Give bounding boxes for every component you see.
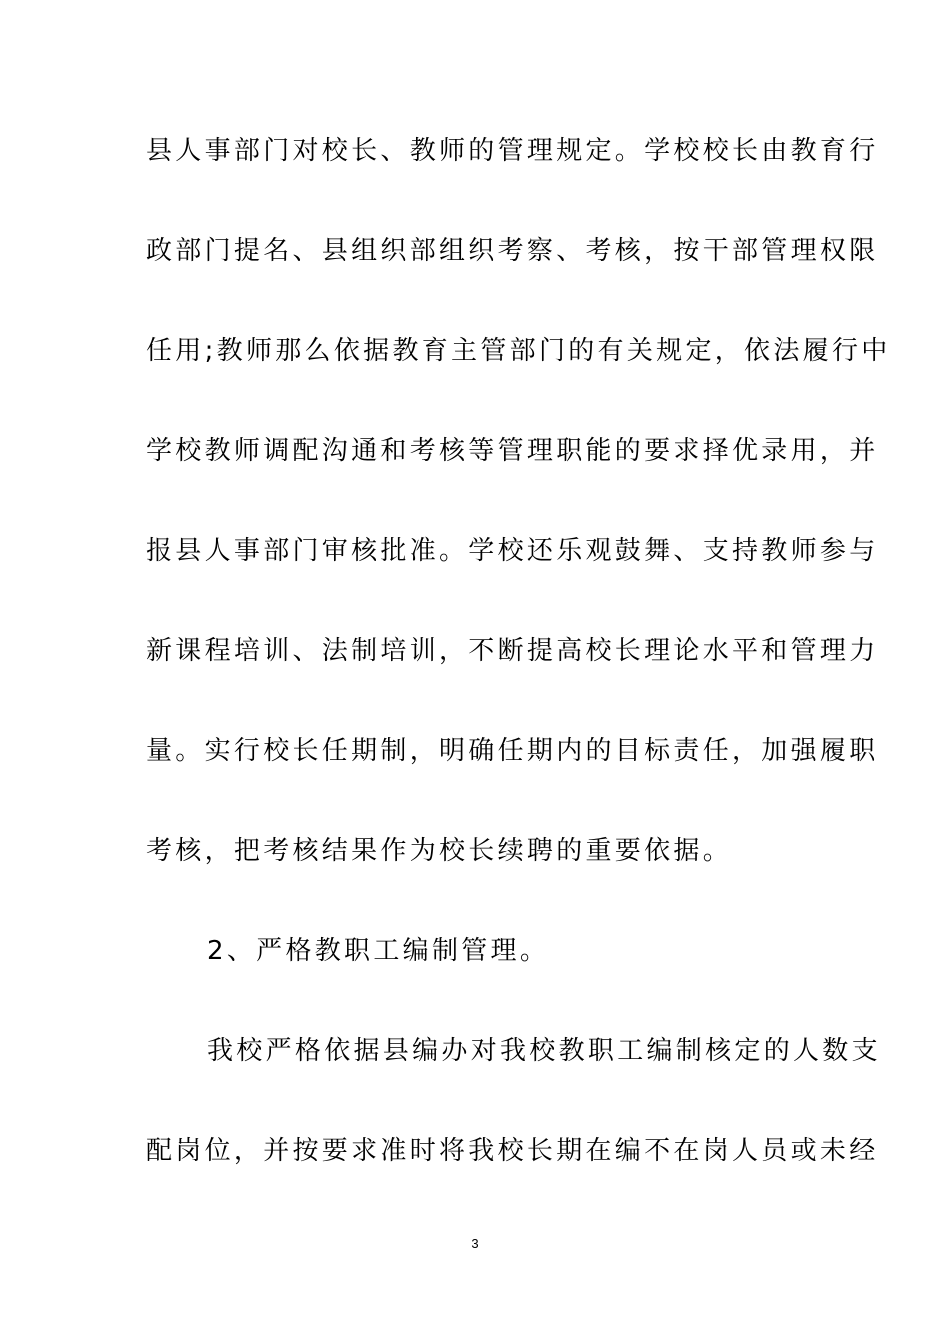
- paragraph-line: 量。实行校长任期制，明确任期内的目标责任，加强履职: [146, 736, 879, 766]
- paragraph-line: 县人事部门对校长、教师的管理规定。学校校长由教育行: [146, 136, 879, 166]
- paragraph-line: 我校严格依据县编办对我校教职工编制核定的人数支: [207, 1036, 881, 1066]
- paragraph-line: 学校教师调配沟通和考核等管理职能的要求择优录用，并: [146, 436, 879, 466]
- paragraph-line: 考核，把考核结果作为校长续聘的重要依据。: [146, 836, 733, 866]
- section-heading: 2、严格教职工编制管理。: [207, 936, 550, 966]
- page-number: 3: [471, 1236, 479, 1251]
- paragraph-line: 任用;教师那么依据教育主管部门的有关规定，依法履行中: [146, 336, 891, 366]
- paragraph-line: 新课程培训、法制培训，不断提高校长理论水平和管理力: [146, 636, 879, 666]
- paragraph-line: 报县人事部门审核批准。学校还乐观鼓舞、支持教师参与: [146, 536, 879, 566]
- paragraph-line: 政部门提名、县组织部组织考察、考核，按干部管理权限: [146, 236, 879, 266]
- paragraph-line: 配岗位，并按要求准时将我校长期在编不在岗人员或未经: [146, 1136, 879, 1166]
